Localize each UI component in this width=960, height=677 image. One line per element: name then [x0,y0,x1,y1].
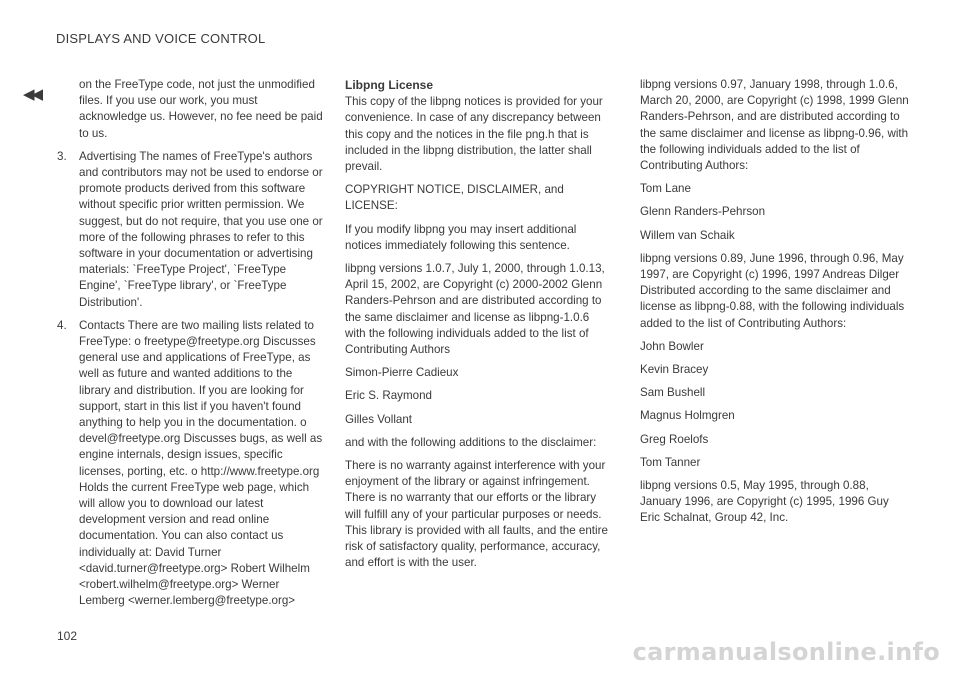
page-number: 102 [57,629,78,643]
contributor-name: Gilles Vollant [345,412,413,426]
paragraph: libpng versions 0.89, June 1996, through 0.96, May 1997, are Copyright (c) 1996, 1997 Andreas Dilger Distributed according to the same disclaimer and license as libpng-0.88, with the following individuals added to the list of Contributing Authors: [640,251,905,330]
paragraph: There is no warranty against interference with your enjoyment of the library or against infringement. There is no warranty that our efforts or the library will fulfill any of your particular purposes or needs. This library is provided with all faults, and the entire risk of satisfactory quality, performance, accuracy, and effort is with the user. [345,459,608,570]
continued-paragraph: on the FreeType code, not just the unmodified files. If you use our work, you must acknowledge us. However, no fee need be paid to us. [79,78,323,140]
paragraph: If you modify libpng you may insert additional notices immediately following this sentence. [345,222,577,252]
list-item [57,318,325,610]
list-item-number: 3. [57,149,67,163]
contributor-name: Tom Lane [640,182,691,196]
paragraph: This copy of the libpng notices is provided for your convenience. In case of any discrepancy between this copy and the notices in the file png.h that is included in the libpng distribution, the latter shall prevail. [345,95,603,174]
list-item [57,149,325,311]
contributor-name: Willem van Schaik [640,228,735,242]
column-1 [57,77,325,617]
libpng-license-heading: Libpng License [345,78,434,92]
column-2 [345,77,611,578]
contributor-name: John Bowler [640,339,704,353]
contributor-name: Eric S. Raymond [345,389,432,403]
list-item-text: Advertising The names of FreeType's authors and contributors may not be used to endorse or promote products derived from this software without specific prior written permission. We suggest, but do not require, that you use one or more of the following phrases to refer to this software in your documentation or advertising materials: `FreeType Project', `FreeType Engine', `FreeType library', or `FreeType Distribution'. [79,149,323,309]
contributor-name: Greg Roelofs [640,432,709,446]
contributor-name: Simon-Pierre Cadieux [345,366,459,380]
list-item-number: 4. [57,318,67,332]
column-3 [640,77,910,534]
back-chevron-icon[interactable]: ◀◀ [23,86,41,103]
contributor-name: Kevin Bracey [640,363,709,377]
contributor-name: Tom Tanner [640,455,701,469]
paragraph: libpng versions 0.97, January 1998, through 1.0.6, March 20, 2000, are Copyright (c) 1998, 1999 Glenn Randers-Pehrson, and are distributed according to the same disclaimer and license as libpng-0.96, with the following individuals added to the list of Contributing Authors: [640,78,909,173]
contributor-name: Glenn Randers-Pehrson [640,205,766,219]
list-item-text: Contacts There are two mailing lists related to FreeType: o freetype@freetype.org Discusses general use and applications of FreeType, as well as future and wanted additions to the library and distribution. If you are looking for support, start in this list if you haven't found anything to help you in the documentation. o devel@freetype.org Discusses bugs, as well as engine internals, design issues, specific licenses, porting, etc. o http://www.freetype.org Holds the current FreeType web page, which will allow you to download our latest development version and read online documentation. You can also contact us individually at: David Turner <david.turner@freetype.org> Robert Wilhelm <robert.wilhelm@freetype.org> Werner Lemberg <werner.lemberg@freetype.org> [79,318,323,608]
contributor-name: Sam Bushell [640,386,706,400]
section-title: DISPLAYS AND VOICE CONTROL [56,31,266,46]
contributor-name: Magnus Holmgren [640,409,735,423]
watermark: carmanualsonline.info [632,638,940,666]
paragraph: libpng versions 0.5, May 1995, through 0.88, January 1996, are Copyright (c) 1995, 1996 Guy Eric Schalnat, Group 42, Inc. [640,479,889,525]
paragraph: and with the following additions to the disclaimer: [345,435,597,449]
paragraph: COPYRIGHT NOTICE, DISCLAIMER, and LICENSE: [345,183,564,213]
paragraph: libpng versions 1.0.7, July 1, 2000, through 1.0.13, April 15, 2002, are Copyright (c) 2000-2002 Glenn Randers-Pehrson and are distributed according to the same disclaimer and license as libpng-1.0.6 with the following individuals added to the list of Contributing Authors [345,262,605,357]
